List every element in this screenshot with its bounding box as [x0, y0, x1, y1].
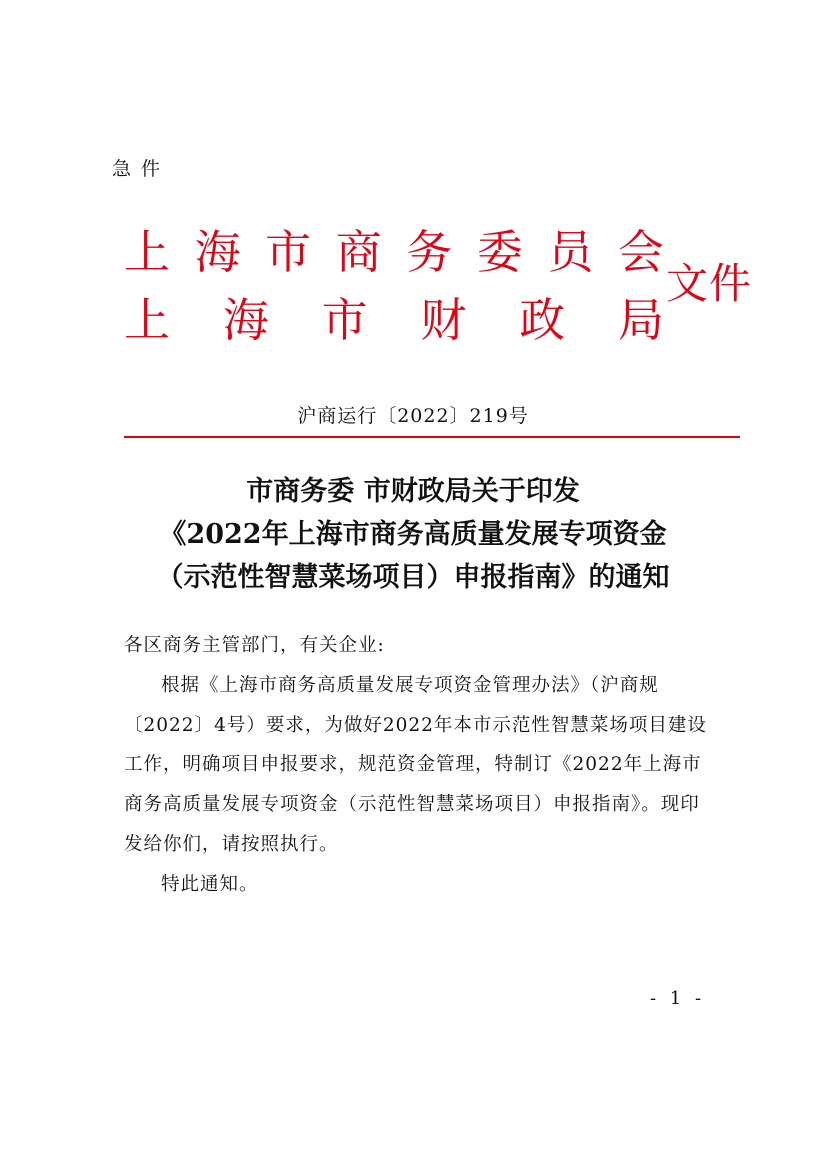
issuer-char: 上: [124, 225, 170, 279]
issuer-char: 市: [265, 225, 312, 279]
issuer-char: 会: [617, 225, 664, 279]
issuer-char: 商: [335, 225, 382, 279]
title-line-1: 市商务委 市财政局关于印发: [246, 476, 580, 507]
issuer-char: 局: [617, 293, 664, 347]
body-paragraph: 根据《上海市商务高质量发展专项资金管理办法》（沪商规〔2022〕4号）要求，为做好2022年本市示范性智慧菜场项目建设工作，明确项目申报要求，规范资金管理，特制订《2022年上海市商务高质量发展专项资金（示范性智慧菜场项目）申报指南》。现印发给你们，请按照执行。: [124, 674, 707, 855]
red-divider: [124, 436, 740, 438]
issuer-line-commerce: [124, 224, 664, 280]
issuer-line-finance: [124, 292, 664, 348]
salutation: 各区商务主管部门，有关企业:: [124, 635, 385, 656]
issuer-char: 委: [476, 225, 523, 279]
title-line-2: 《2022年上海市商务高质量发展专项资金: [159, 519, 667, 550]
issuer-char: 海: [222, 293, 269, 347]
issuer-char: 财: [420, 293, 467, 347]
urgency-label: 急件: [112, 158, 171, 180]
issuer-char: 上: [124, 293, 170, 347]
document-suffix: 文件: [666, 259, 753, 308]
document-number: 沪商运行〔2022〕219号: [297, 405, 529, 427]
issuer-char: 员: [547, 225, 594, 279]
issuer-char: 政: [519, 293, 566, 347]
issuer-char: 市: [321, 293, 368, 347]
issuer-char: 务: [406, 225, 453, 279]
issuer-char: 海: [194, 225, 241, 279]
document-body: [124, 626, 714, 905]
closing-line: 特此通知。: [161, 873, 259, 895]
document-title: [80, 470, 746, 599]
title-line-3: （示范性智慧菜场项目）申报指南》的通知: [156, 562, 670, 593]
page-number: - 1 -: [650, 988, 706, 1009]
